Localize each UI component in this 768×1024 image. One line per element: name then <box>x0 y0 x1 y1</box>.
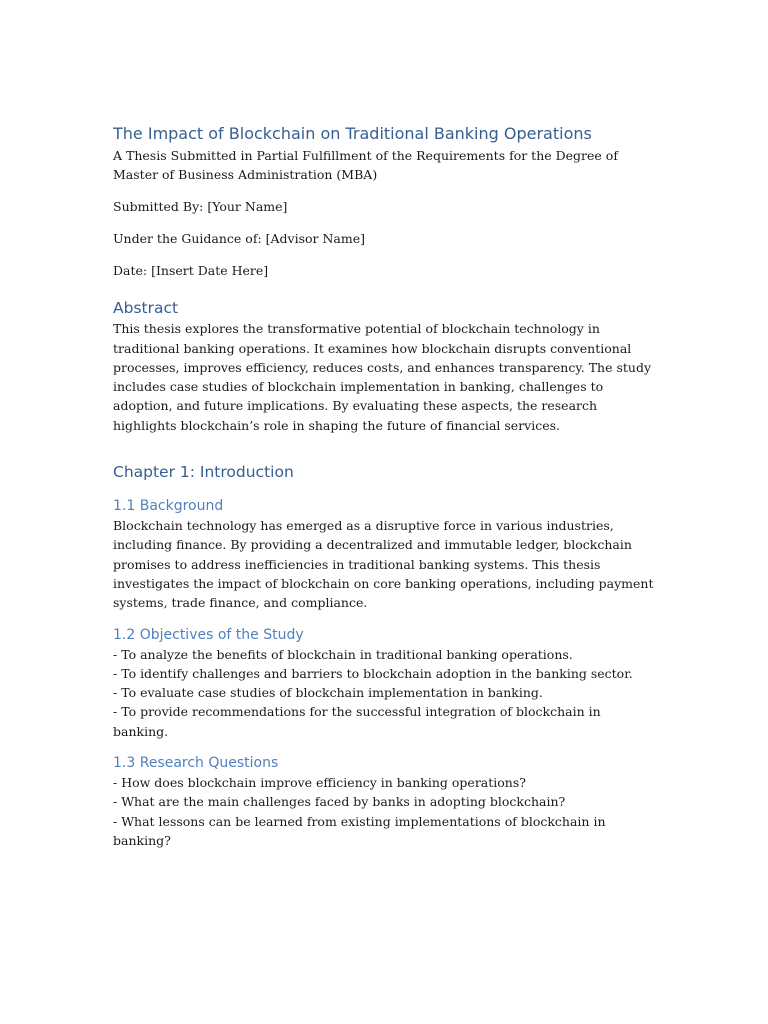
list-item: - To identify challenges and barriers to blockchain adoption in the banking sector. <box>113 665 633 681</box>
list-item: - How does blockchain improve efficiency in banking operations? <box>113 775 526 791</box>
chapter-1-heading: Chapter 1: Introduction <box>113 463 294 482</box>
date-line: Date: [Insert Date Here] <box>113 262 269 278</box>
list-item: - To analyze the benefits of blockchain in traditional banking operations. <box>113 646 573 662</box>
background-heading: 1.1 Background <box>113 498 224 515</box>
objectives-list <box>113 645 658 741</box>
list-item: - What are the main challenges faced by banks in adopting blockchain? <box>113 794 566 810</box>
research-questions-list <box>113 773 658 850</box>
objectives-heading: 1.2 Objectives of the Study <box>113 626 304 643</box>
advisor-line: Under the Guidance of: [Advisor Name] <box>113 231 365 247</box>
abstract-text: This thesis explores the transformative potential of blockchain technology in traditional banking operations. It examines how blockchain disrupts conventional processes, improves efficiency, reduces costs, and enhances transparency. The study includes case studies of blockchain implementation in banking, challenges to adoption, and future implications. By evaluating these aspects, the research highlights blockchain’s role in shaping the future of financial services. <box>113 321 652 433</box>
list-item: - To provide recommendations for the successful integration of blockchain in banking. <box>113 704 601 739</box>
thesis-subtitle: A Thesis Submitted in Partial Fulfillment of the Requirements for the Degree of Master of Business Administration (MBA) <box>113 148 618 183</box>
document-page <box>113 122 658 850</box>
list-item: - To evaluate case studies of blockchain implementation in banking. <box>113 685 543 701</box>
abstract-heading: Abstract <box>113 299 179 318</box>
document-title: The Impact of Blockchain on Traditional Banking Operations <box>113 124 592 143</box>
background-text: Blockchain technology has emerged as a disruptive force in various industries, including finance. By providing a decentralized and immutable ledger, blockchain promises to address inefficiencies in traditional banking systems. This thesis investigates the impact of blockchain on core banking operations, including payment systems, trade finance, and compliance. <box>113 518 654 611</box>
submitted-by: Submitted By: [Your Name] <box>113 199 288 215</box>
list-item: - What lessons can be learned from existing implementations of blockchain in banking? <box>113 813 606 848</box>
research-questions-heading: 1.3 Research Questions <box>113 755 279 772</box>
